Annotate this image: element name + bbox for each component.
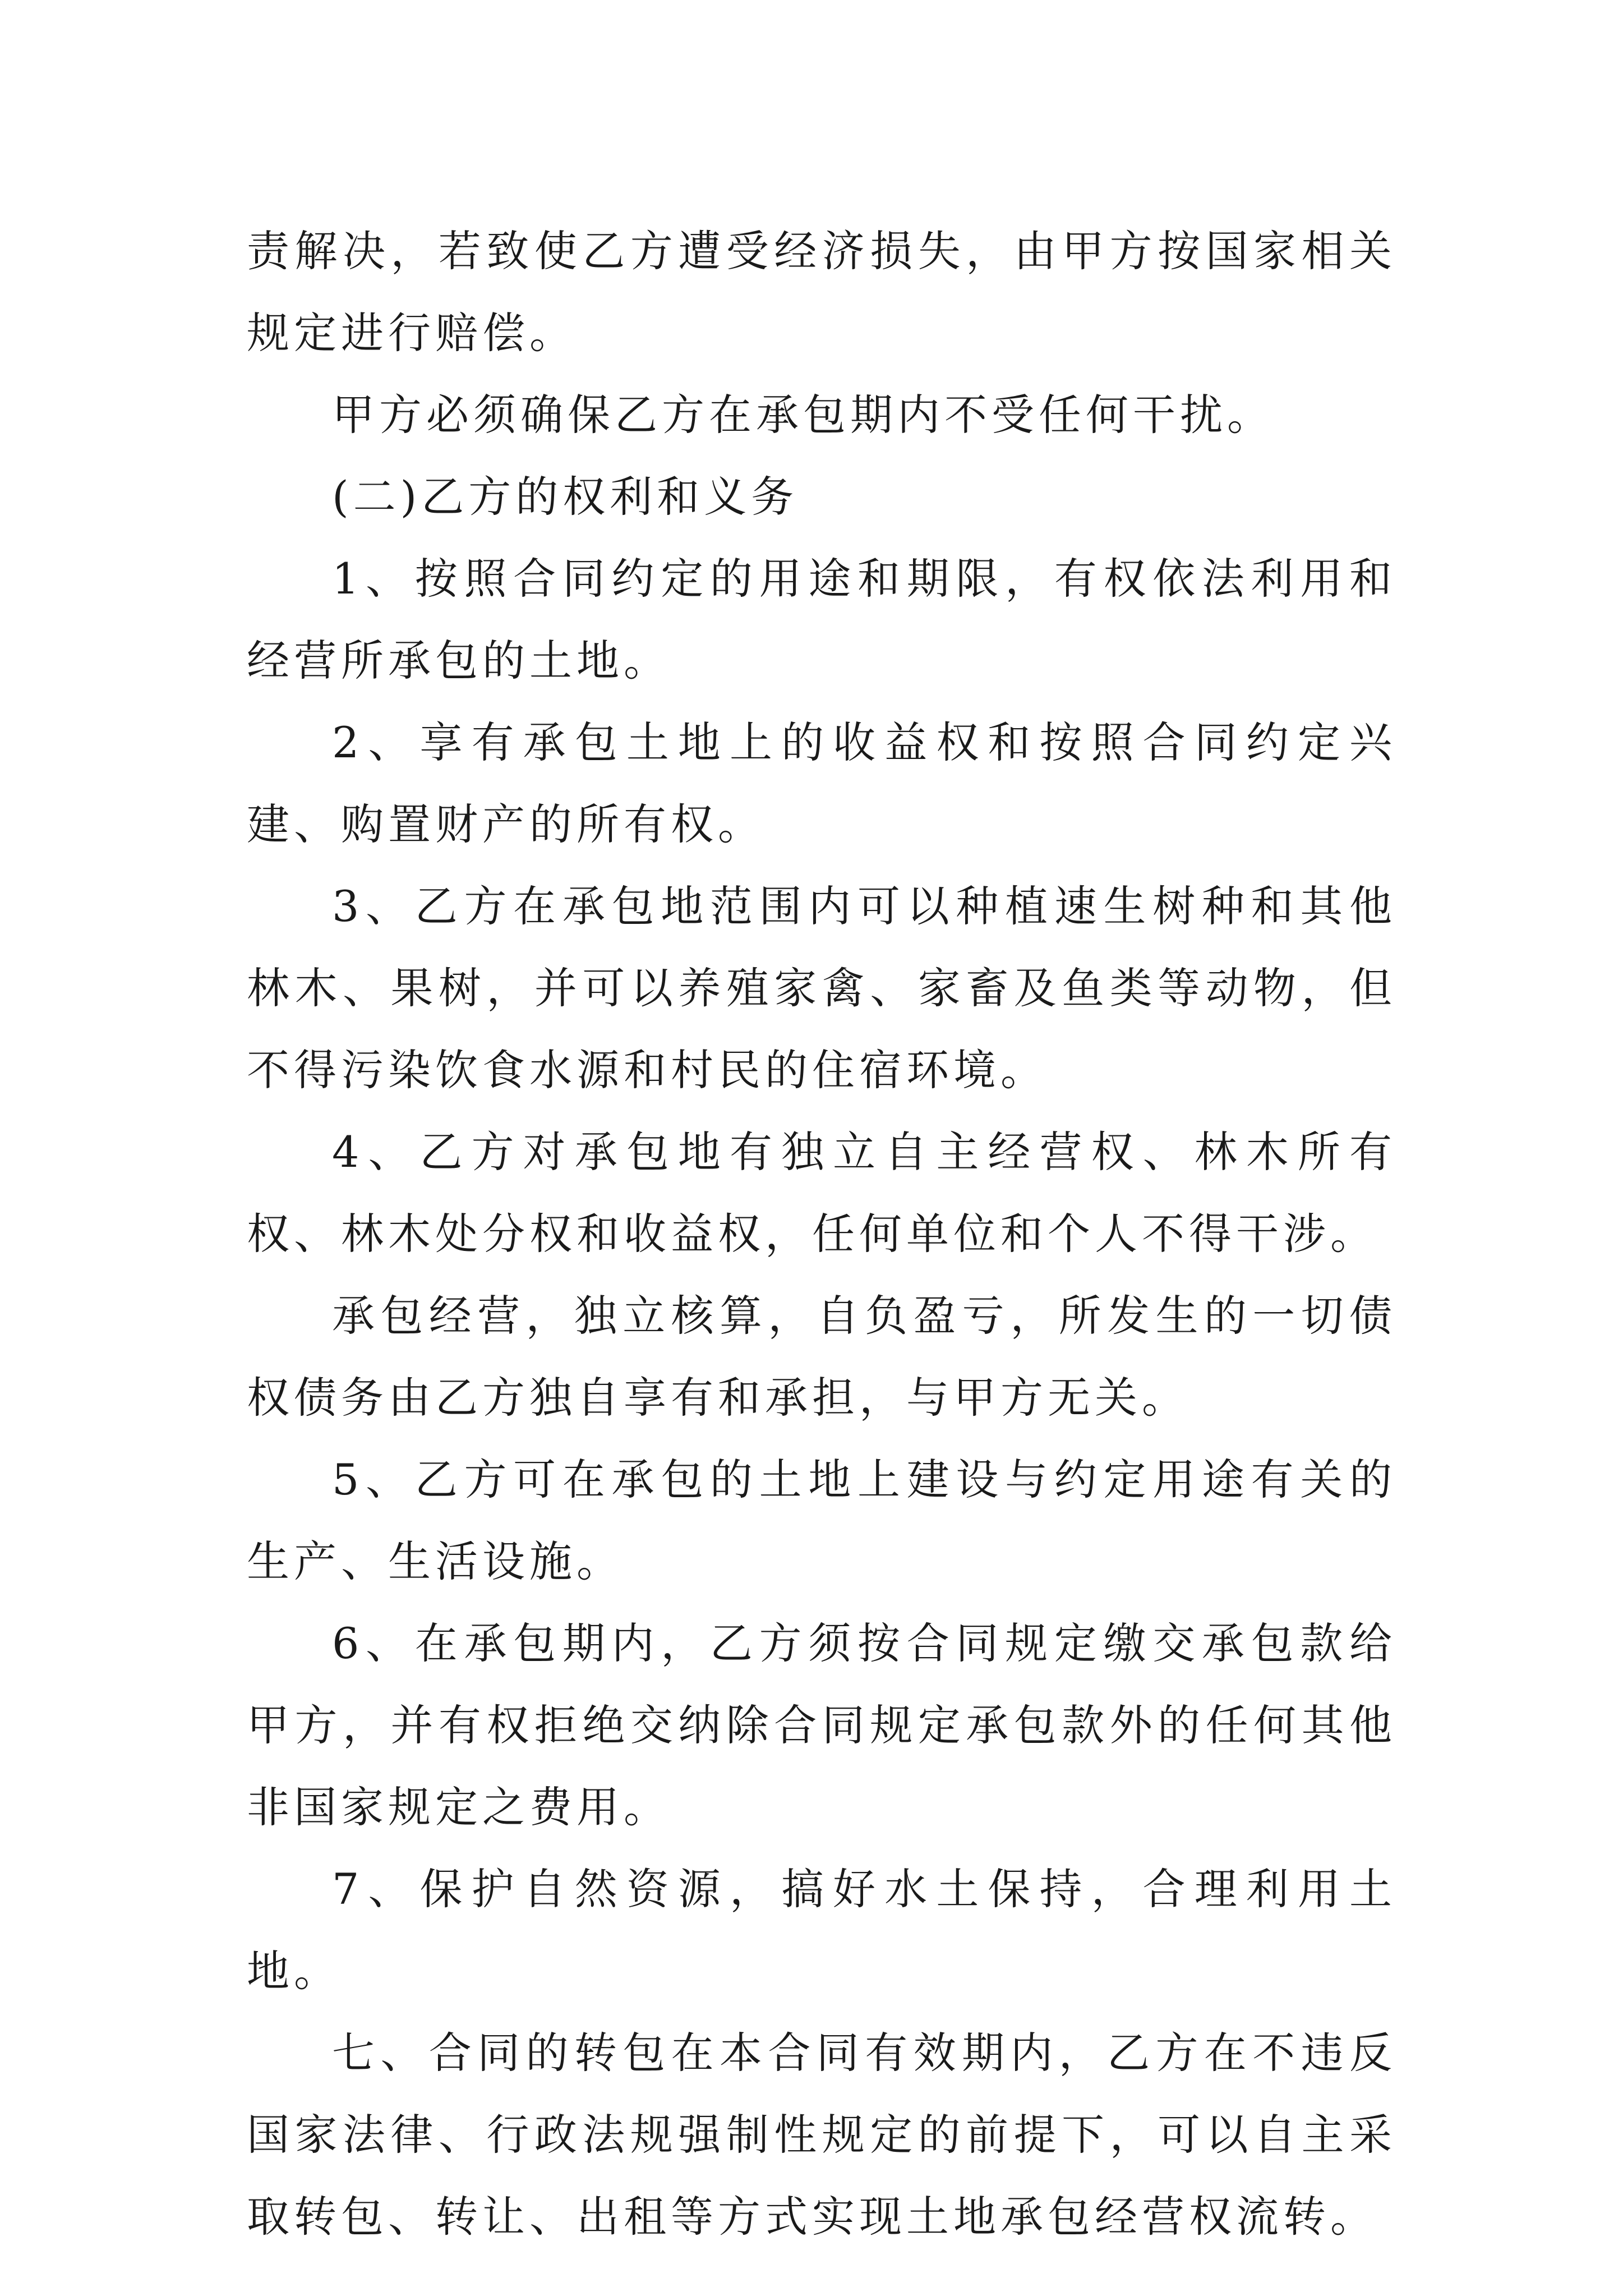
paragraph: 承包经营，独立核算，自负盈亏，所发生的一切债权债务由乙方独自享有和承担，与甲方无关。 bbox=[247, 1291, 1396, 1423]
section-heading: (二)乙方的权利和义务 bbox=[332, 472, 799, 522]
list-item: 4、乙方对承包地有独立自主经营权、林木所有权、林木处分权和收益权，任何单位和个人不得干涉。 bbox=[247, 1127, 1396, 1259]
document-body bbox=[247, 210, 1396, 2258]
list-item: 2、享有承包土地上的收益权和按照合同约定兴建、购置财产的所有权。 bbox=[247, 717, 1396, 849]
section-paragraph: 七、合同的转包在本合同有效期内，乙方在不违反国家法律、行政法规强制性规定的前提下，可以自主采取转包、转让、出租等方式实现土地承包经营权流转。 bbox=[247, 2028, 1396, 2242]
list-item: 5、乙方可在承包的土地上建设与约定用途有关的生产、生活设施。 bbox=[247, 1455, 1396, 1586]
list-item: 3、乙方在承包地范围内可以种植速生树种和其他林木、果树，并可以养殖家禽、家畜及鱼类等动物，但不得污染饮食水源和村民的住宿环境。 bbox=[247, 881, 1396, 1095]
list-item: 1、按照合同约定的用途和期限，有权依法利用和经营所承包的土地。 bbox=[247, 554, 1396, 685]
list-item: 6、在承包期内，乙方须按合同规定缴交承包款给甲方，并有权拒绝交纳除合同规定承包款外的任何其他非国家规定之费用。 bbox=[247, 1618, 1396, 1832]
list-item: 7、保护自然资源，搞好水土保持，合理利用土地。 bbox=[247, 1864, 1396, 1996]
paragraph: 甲方必须确保乙方在承包期内不受任何干扰。 bbox=[332, 390, 1274, 440]
paragraph: 责解决，若致使乙方遭受经济损失，由甲方按国家相关规定进行赔偿。 bbox=[247, 226, 1396, 358]
